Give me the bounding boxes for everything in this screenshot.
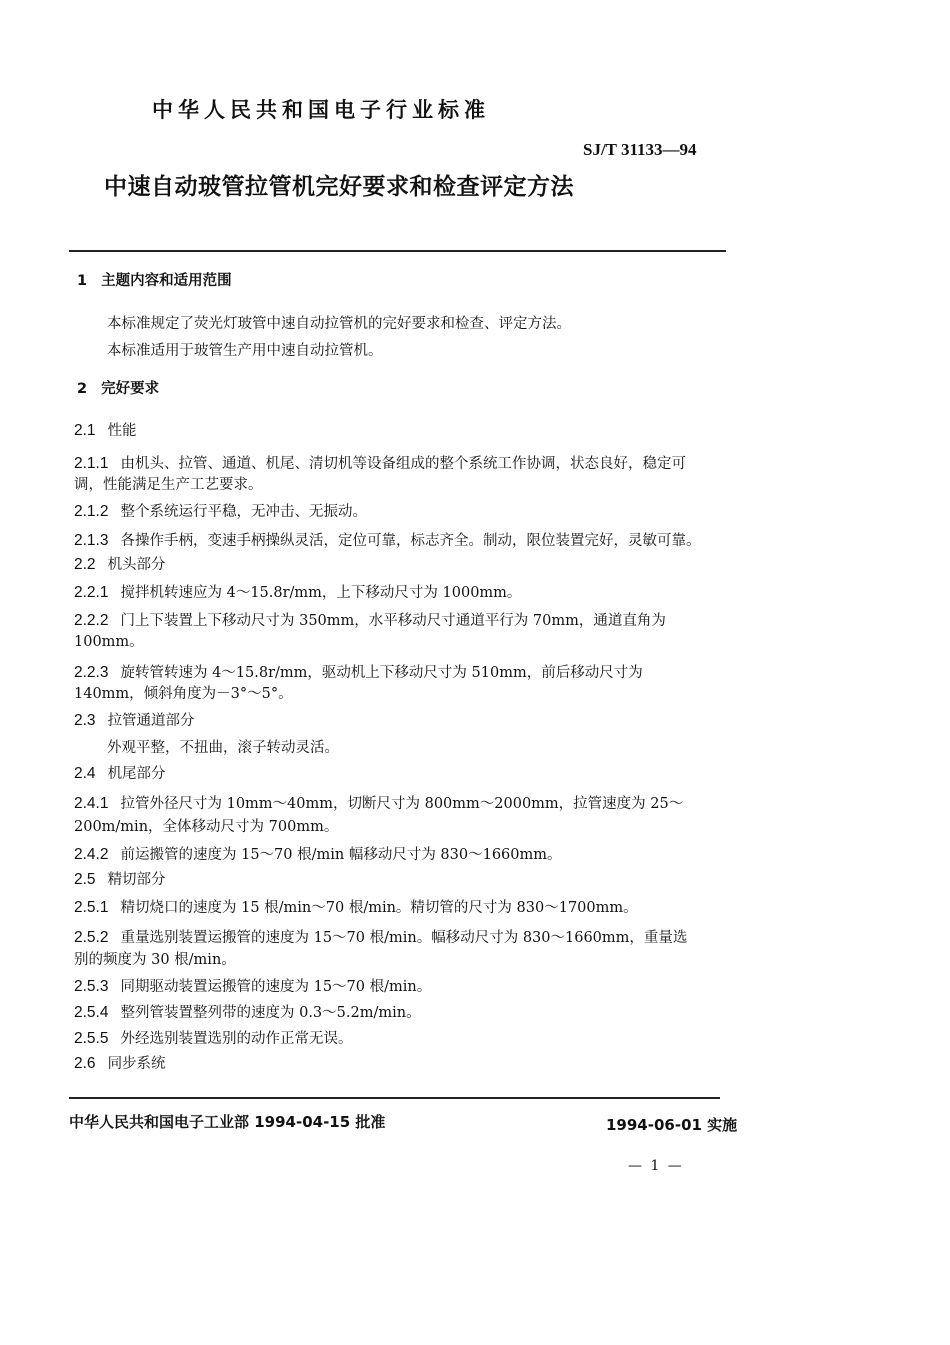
clause-2-2-2 (74, 611, 666, 631)
clause-2-1 (74, 421, 137, 441)
clause-number: 2.6 (74, 1055, 96, 1072)
clause-number: 2.4 (74, 765, 96, 782)
clause-2-4 (74, 764, 166, 784)
clause-number: 2.1.2 (74, 503, 109, 520)
clause-text: 同步系统 (107, 1056, 166, 1072)
clause-number: 2.2.1 (74, 584, 109, 601)
clause-2-2-3 (74, 663, 643, 683)
section-number: 1 (77, 273, 88, 289)
clause-continuation: 调，性能满足生产工艺要求。 (74, 477, 263, 493)
clause-number: 2.2.3 (74, 664, 109, 681)
clause-text: 精切烧口的速度为 15 根/min～70 根/min。精切管的尺寸为 830～1700mm。 (120, 900, 638, 916)
clause-continuation: 别的频度为 30 根/min。 (74, 952, 236, 968)
standard-code: SJ/T 31133—94 (583, 140, 697, 159)
clause-2-5 (74, 870, 166, 890)
clause-text: 外经选别装置选别的动作正常无误。 (120, 1031, 353, 1047)
section-number: 2 (77, 381, 88, 397)
clause-text: 性能 (107, 423, 137, 439)
clause-number: 2.5.1 (74, 899, 109, 916)
clause-number: 2.1 (74, 422, 96, 439)
clause-text: 搅拌机转速应为 4～15.8r/mm，上下移动尺寸为 1000mm。 (120, 585, 522, 601)
document-title: 中速自动玻管拉管机完好要求和检查评定方法 (104, 174, 574, 200)
clause-text: 旋转管转速为 4～15.8r/mm，驱动机上下移动尺寸为 510mm，前后移动尺寸为 (120, 665, 643, 681)
clause-number: 2.2 (74, 556, 96, 573)
footer-divider (69, 1097, 720, 1099)
section-title: 主题内容和适用范围 (101, 273, 232, 289)
clause-number: 2.5.3 (74, 978, 109, 995)
clause-continuation: 140mm，倾斜角度为－3°～5°。 (74, 686, 293, 702)
clause-number: 2.2.2 (74, 612, 109, 629)
clause-text: 拉管通道部分 (107, 713, 195, 729)
clause-number: 2.5.4 (74, 1004, 109, 1021)
clause-2-1-1 (74, 454, 686, 474)
paragraph: 本标准规定了荧光灯玻管中速自动拉管机的完好要求和检查、评定方法。 (107, 316, 571, 332)
clause-2-5-4 (74, 1003, 421, 1023)
clause-2-1-2 (74, 502, 367, 522)
clause-number: 2.5.5 (74, 1030, 109, 1047)
paragraph: 本标准适用于玻管生产用中速自动拉管机。 (107, 343, 383, 359)
clause-2-2 (74, 555, 166, 575)
clause-number: 2.4.1 (74, 795, 109, 812)
approval-line: 中华人民共和国电子工业部 1994-04-15 批准 (69, 1113, 386, 1131)
clause-2-5-3 (74, 977, 431, 997)
clause-2-6 (74, 1054, 166, 1074)
section-heading-1 (77, 271, 232, 291)
header-divider (69, 250, 726, 252)
clause-number: 2.1.3 (74, 532, 109, 549)
effective-date: 1994-06-01 实施 (606, 1116, 738, 1134)
page-number: — 1 — (628, 1158, 684, 1174)
clause-text: 由机头、拉管、通道、机尾、清切机等设备组成的整个系统工作协调，状态良好，稳定可 (120, 456, 686, 472)
org-title: 中华人民共和国电子行业标准 (152, 98, 490, 122)
clause-continuation: 100mm。 (74, 634, 144, 650)
clause-2-1-3 (74, 531, 700, 551)
clause-number: 2.5 (74, 871, 96, 888)
clause-2-5-1 (74, 898, 638, 918)
clause-number: 2.3 (74, 712, 96, 729)
clause-continuation: 200m/min，全体移动尺寸为 700mm。 (74, 819, 339, 835)
clause-text: 整列管装置整列带的速度为 0.3～5.2m/min。 (120, 1005, 421, 1021)
clause-2-4-2 (74, 845, 562, 865)
clause-2-3 (74, 711, 195, 731)
clause-2-2-1 (74, 583, 521, 603)
clause-text: 机头部分 (107, 557, 166, 573)
clause-text: 重量选别装置运搬管的速度为 15～70 根/min。幅移动尺寸为 830～1660mm，重量选 (120, 930, 688, 946)
clause-2-4-1 (74, 794, 683, 814)
clause-number: 2.1.1 (74, 455, 109, 472)
clause-text: 机尾部分 (107, 766, 166, 782)
clause-number: 2.5.2 (74, 929, 109, 946)
clause-text: 前运搬管的速度为 15～70 根/min 幅移动尺寸为 830～1660mm。 (120, 847, 562, 863)
clause-text: 整个系统运行平稳，无冲击、无振动。 (120, 504, 367, 520)
section-title: 完好要求 (101, 381, 160, 397)
clause-text: 拉管外径尺寸为 10mm～40mm，切断尺寸为 800mm～2000mm，拉管速度为 25～ (120, 796, 684, 812)
clause-2-5-5 (74, 1029, 352, 1049)
clause-2-5-2 (74, 928, 687, 948)
clause-number: 2.4.2 (74, 846, 109, 863)
clause-text: 各操作手柄，变速手柄操纵灵活，定位可靠，标志齐全。制动，限位装置完好，灵敏可靠。 (120, 533, 701, 549)
section-heading-2 (77, 379, 159, 399)
paragraph: 外观平整，不扭曲，滚子转动灵活。 (107, 740, 339, 756)
clause-text: 同期驱动装置运搬管的速度为 15～70 根/min。 (120, 979, 432, 995)
clause-text: 门上下装置上下移动尺寸为 350mm，水平移动尺寸通道平行为 70mm，通道直角为 (120, 613, 666, 629)
clause-text: 精切部分 (107, 872, 166, 888)
